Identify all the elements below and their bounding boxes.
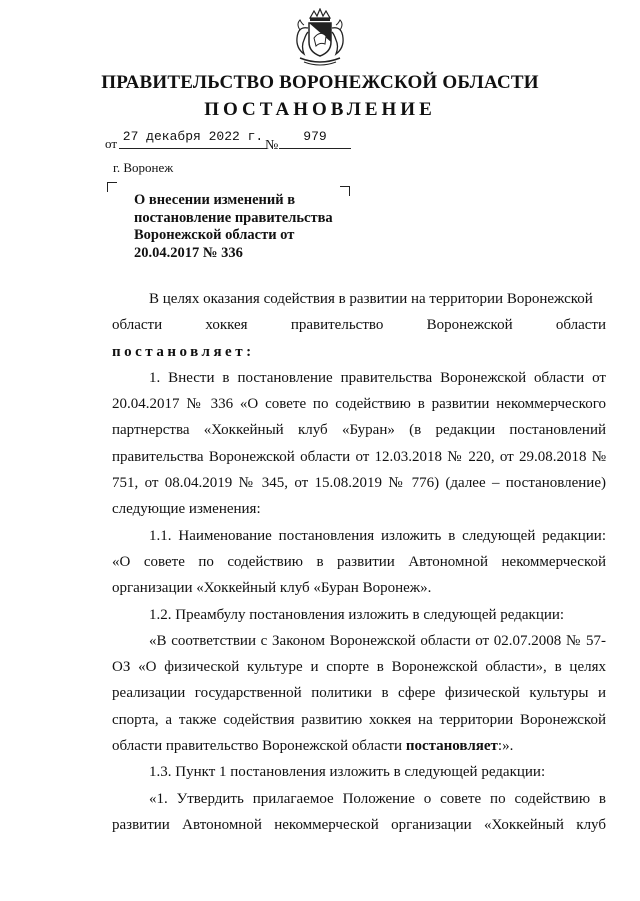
city: г. Воронеж <box>113 160 174 175</box>
document-type: ПОСТАНОВЛЕНИЕ <box>204 99 436 120</box>
document-body <box>112 286 606 838</box>
document-date: 27 декабря 2022 г. <box>119 130 267 149</box>
document-number: 979 <box>279 130 351 149</box>
quoted-preamble <box>112 628 606 759</box>
corner-mark-left <box>107 182 117 192</box>
paragraph-last: «1. Утвердить прилагаемое Положение о совете по содействию в развитии Автономной некоммерческой организации «Хоккейный клуб <box>112 790 606 833</box>
paragraph-1-1: 1.1. Наименование постановления изложить в следующей редакции: «О совете по содействию в развитии Автономной некоммерческой организации «Хоккейный клуб «Буран Воронеж». <box>112 527 606 597</box>
coat-of-arms-icon <box>292 8 348 68</box>
quote-end: :». <box>497 738 514 755</box>
preamble-line-1: В целях оказания содействия в развитии на территории Воронежской <box>149 291 593 307</box>
quote-text: «В соответствии с Законом Воронежской области от 02.07.2008 № 57-ОЗ «О физической культуре и спорте в Воронежской области», в целях реализации государственной политики в сфере физической культуры и спорта, а также содействия развитию хоккея на территории Воронежской области правительство Воронежской области <box>112 632 606 755</box>
quote-decree-word: постановляет <box>405 738 498 755</box>
paragraph-1-2: 1.2. Преамбулу постановления изложить в следующей редакции: <box>149 606 565 623</box>
date-prefix: от <box>105 136 118 151</box>
document-subject: О внесении изменений в постановление правительства Воронежской области от 20.04.2017 № 336 <box>134 192 333 261</box>
organization-title: ПРАВИТЕЛЬСТВО ВОРОНЕЖСКОЙ ОБЛАСТИ <box>101 72 539 93</box>
paragraph-1: 1. Внести в постановление правительства Воронежской области от 20.04.2017 № 336 «О совете по содействию в развитии некоммерческого партнерства «Хоккейный клуб «Буран» (в редакции постановлений правительства Воронежской области от 12.03.2018 № 220, от 29.08.2018 № 751, от 08.04.2019 № 345, от 15.08.2019 № 776) (далее – постановление) следующие изменения: <box>112 369 606 518</box>
paragraph-1-3: 1.3. Пункт 1 постановления изложить в следующей редакции: <box>149 764 546 781</box>
decree-word: постановляет: <box>112 343 255 360</box>
preamble-line-2: области хоккея правительство Воронежской области <box>112 317 606 334</box>
number-prefix: № <box>265 138 279 153</box>
